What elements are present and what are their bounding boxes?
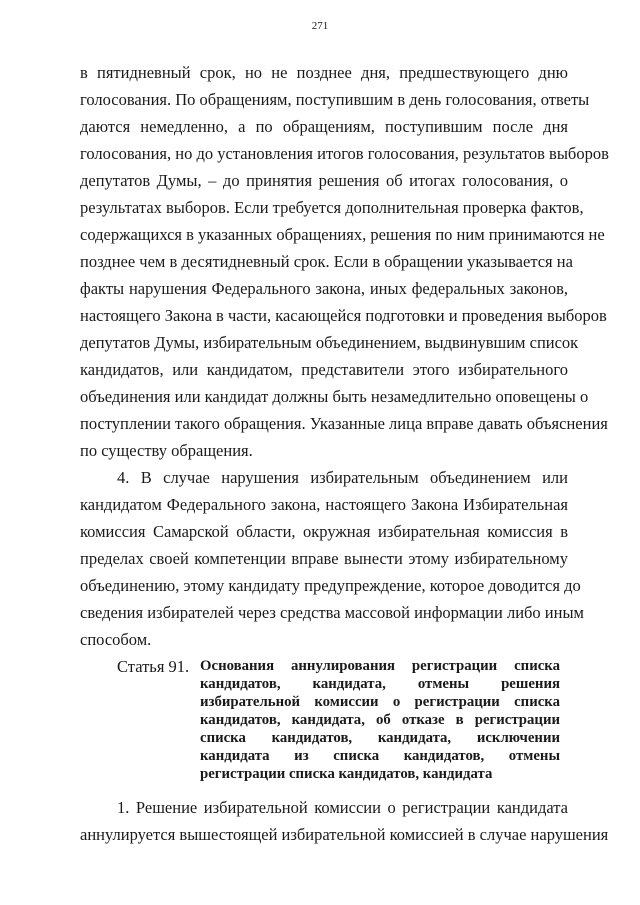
text-line: факты нарушения Федерального закона, иных федеральных законов, xyxy=(80,279,568,298)
text-line: поступлении такого обращения. Указанные лица вправе давать объяснения xyxy=(80,414,608,433)
text-line: аннулируется вышестоящей избирательной комиссией в случае нарушения xyxy=(80,825,609,844)
article-title-line: кандидата из списка кандидатов, отмены xyxy=(200,748,560,764)
text-line: сведения избирателей через средства массовой информации либо иным xyxy=(80,603,584,622)
article-title-line: регистрации списка кандидатов, кандидата xyxy=(200,766,493,782)
text-line: депутатов Думы, избирательным объединением, выдвинувшим список xyxy=(80,333,579,352)
article-title-line: кандидатов, кандидата, об отказе в регистрации xyxy=(200,712,560,728)
text-line: кандидатом Федерального закона, настоящего Закона Избирательная xyxy=(80,495,568,514)
article-label: Статья 91. xyxy=(117,657,190,676)
page-number: 271 xyxy=(311,20,329,32)
article-title-line: кандидатов, кандидата, отмены решения xyxy=(200,676,560,692)
text-line: в пятидневный срок, но не позднее дня, предшествующего дню xyxy=(80,63,568,82)
article-title-line: Основания аннулирования регистрации списка xyxy=(200,658,560,674)
text-line: 4. В случае нарушения избирательным объединением или xyxy=(117,468,568,487)
text-line: объединения или кандидат должны быть незамедлительно оповещены о xyxy=(80,387,589,406)
text-line: пределах своей компетенции вправе вынести этому избирательному xyxy=(80,549,568,568)
text-line: по существу обращения. xyxy=(80,441,253,460)
text-line: содержащихся в указанных обращениях, решения по ним принимаются не xyxy=(80,225,605,244)
text-line: способом. xyxy=(80,630,152,649)
text-line: кандидатов, или кандидатом, представители этого избирательного xyxy=(80,360,568,379)
text-line: даются немедленно, а по обращениям, поступившим после дня xyxy=(80,117,568,136)
article-title-line: избирательной комиссии о регистрации списка xyxy=(200,694,560,710)
text-line: депутатов Думы, – до принятия решения об итогах голосования, о xyxy=(80,171,568,190)
text-line: позднее чем в десятидневный срок. Если в обращении указывается на xyxy=(80,252,573,271)
text-line: голосования, но до установления итогов голосования, результатов выборов xyxy=(80,144,609,163)
text-line: голосования. По обращениям, поступившим в день голосования, ответы xyxy=(80,90,590,109)
text-line: настоящего Закона в части, касающейся подготовки и проведения выборов xyxy=(80,306,607,325)
article-title-line: списка кандидатов, кандидата, исключении xyxy=(200,730,560,746)
text-line: результатах выборов. Если требуется дополнительная проверка фактов, xyxy=(80,198,584,217)
text-line: комиссия Самарской области, окружная избирательная комиссия в xyxy=(80,522,568,541)
text-line: 1. Решение избирательной комиссии о регистрации кандидата xyxy=(117,798,568,817)
text-line: объединению, этому кандидату предупреждение, которое доводится до xyxy=(80,576,581,595)
